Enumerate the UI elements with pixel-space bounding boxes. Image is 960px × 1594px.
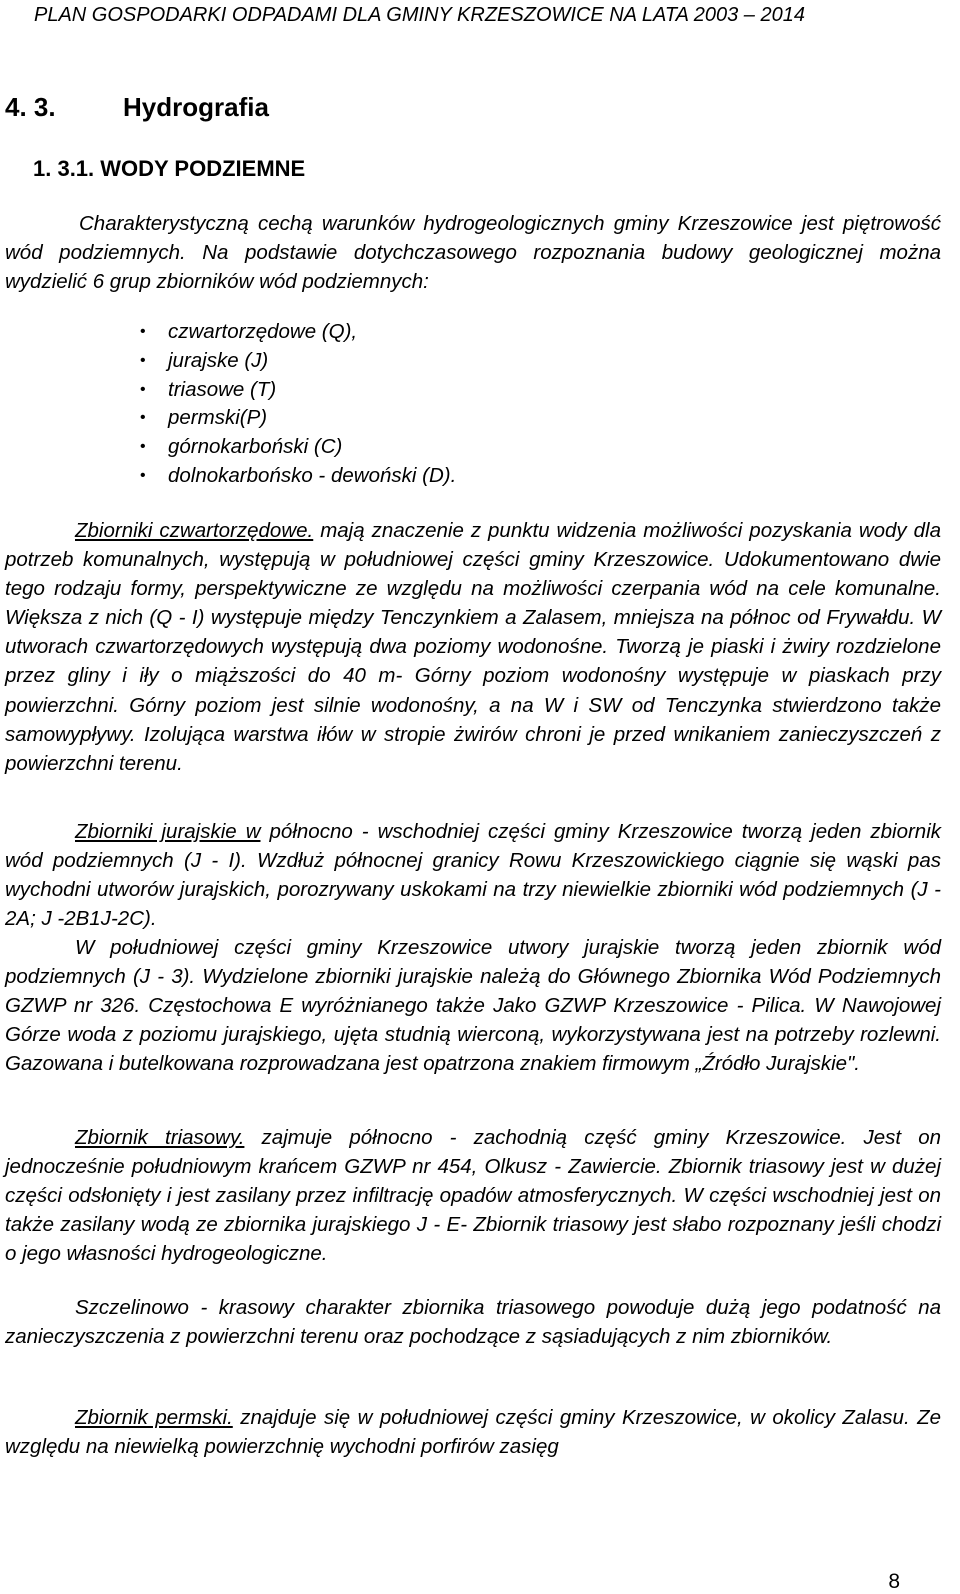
quaternary-text: mają znaczenie z punktu widzenia możliwości pozyskania wody dla potrzeb komunalnych, występują w południowej części gminy Krzeszowice. Udokumentowano dwie tego rodzaju formy, perspektywiczne ze względu na możliwości czerpania wód na cele komunalne. Większa z nich (Q - I) występuje między Tenczynkiem a Zalasem, mniejsza na północ od Frywałdu. W utworach czwartorzędowych występują dwa poziomy wodonośne. Tworzą je piaski i żwiry rozdzielone przez gliny i iły o miąższości do 40 m- Górny poziom wodonośny występuje w piaskach przy powierzchni. Górny poziom jest silnie wodonośny, a na W i SW od Tenczynka stwierdzono także samowypływy. Izolująca warstwa iłów w stropie żwirów chroni je przed wnikaniem zanieczyszczeń z powierzchni terenu. xyxy=(5,519,941,775)
triassic-paragraph-2 xyxy=(5,1293,941,1351)
list-item: • górnokarboński (C) xyxy=(140,433,456,462)
triassic-text-2: Szczelinowo - krasowy charakter zbiornika triasowego powoduje dużą jego podatność na zanieczyszczenia z powierzchni terenu oraz pochodzące z sąsiadujących z nim zbiorników. xyxy=(5,1296,941,1349)
triassic-paragraph xyxy=(5,1123,941,1268)
aquifer-group-list xyxy=(140,318,456,491)
list-item: • triasowe (T) xyxy=(140,376,456,405)
permian-text: znajduje się w południowej części gminy Krzeszowice, w okolicy Zalasu. Ze względu na niewielką powierzchnię wychodni porfirów zasięg xyxy=(5,1406,941,1459)
bullet-icon: • xyxy=(140,380,146,398)
subsection-heading: 1. 3.1. WODY PODZIEMNE xyxy=(33,156,306,181)
list-item: • jurajske (J) xyxy=(140,347,456,376)
intro-text: Charakterystyczną cechą warunków hydrogeologicznych gminy Krzeszowice jest piętrowość wód podziemnych. Na podstawie dotychczasowego rozpoznania budowy geologicznej można wydzielić 6 grup zbiorników wód podziemnych: xyxy=(5,212,941,294)
bullet-icon: • xyxy=(140,438,146,456)
list-item: • dolnokarbońsko - dewoński (D). xyxy=(140,462,456,491)
section-title: Hydrografia xyxy=(123,92,269,122)
jurassic-text: północno - wschodniej części gminy Krzeszowice tworzą jeden zbiornik wód podziemnych (J - I). Wzdłuż północnej granicy Rowu Krzeszowickiego ciągnie się wąski pas wychodni utworów jurajskich, porozrywany uskokami na trzy niewielkie zbiorniki wód podziemnych (J - 2A; J -2B1J-2C). xyxy=(5,820,941,931)
triassic-heading: Zbiornik triasowy. xyxy=(75,1126,245,1149)
page-number: 8 xyxy=(888,1570,900,1593)
list-item: • czwartorzędowe (Q), xyxy=(140,318,456,347)
intro-paragraph xyxy=(5,209,941,296)
quaternary-paragraph xyxy=(5,516,941,778)
bullet-icon: • xyxy=(140,351,146,369)
bullet-icon: • xyxy=(140,466,146,484)
jurassic-paragraph-2 xyxy=(5,933,941,1078)
triassic-text: zajmuje północno - zachodnią część gminy Krzeszowice. Jest on jednocześnie południowym krańcem GZWP nr 454, Olkusz - Zawiercie. Zbiornik triasowy jest w dużej części odsłonięty i jest zasilany przez infiltrację opadów atmosferycznych. W części wschodniej jest on także zasilany wodą ze zbiornika jurajskiego J - E- Zbiornik triasowy jest słabo rozpoznany jeśli chodzi o jego własności hydrogeologiczne. xyxy=(5,1126,941,1266)
jurassic-paragraph xyxy=(5,817,941,933)
list-item: • permski(P) xyxy=(140,404,456,433)
quaternary-heading: Zbiorniki czwartorzędowe. xyxy=(75,519,314,542)
section-heading xyxy=(5,92,269,123)
bullet-icon: • xyxy=(140,323,146,340)
permian-heading: Zbiornik permski. xyxy=(75,1406,233,1429)
jurassic-text-2: W południowej części gminy Krzeszowice utwory jurajskie tworzą jeden zbiornik wód podziemnych (J - 3). Wydzielone zbiorniki jurajskie należą do Głównego Zbiornika Wód Podziemnych GZWP nr 326. Częstochowa E wyróżnianego także Jako GZWP Krzeszowice - Pilica. W Nawojowej Górze woda z poziomu jurajskiego, ujęta studnią wierconą, wykorzystywana jest na potrzeby rozlewni. Gazowana i butelkowana rozprowadzana jest opatrzona znakiem firmowym „Źródło Jurajskie". xyxy=(5,936,941,1076)
bullet-icon: • xyxy=(140,409,146,427)
jurassic-heading: Zbiorniki jurajskie w xyxy=(75,820,261,843)
section-number: 4. 3. xyxy=(5,92,56,122)
running-header: PLAN GOSPODARKI ODPADAMI DLA GMINY KRZESZOWICE NA LATA 2003 – 2014 xyxy=(34,4,805,26)
permian-paragraph xyxy=(5,1403,941,1461)
